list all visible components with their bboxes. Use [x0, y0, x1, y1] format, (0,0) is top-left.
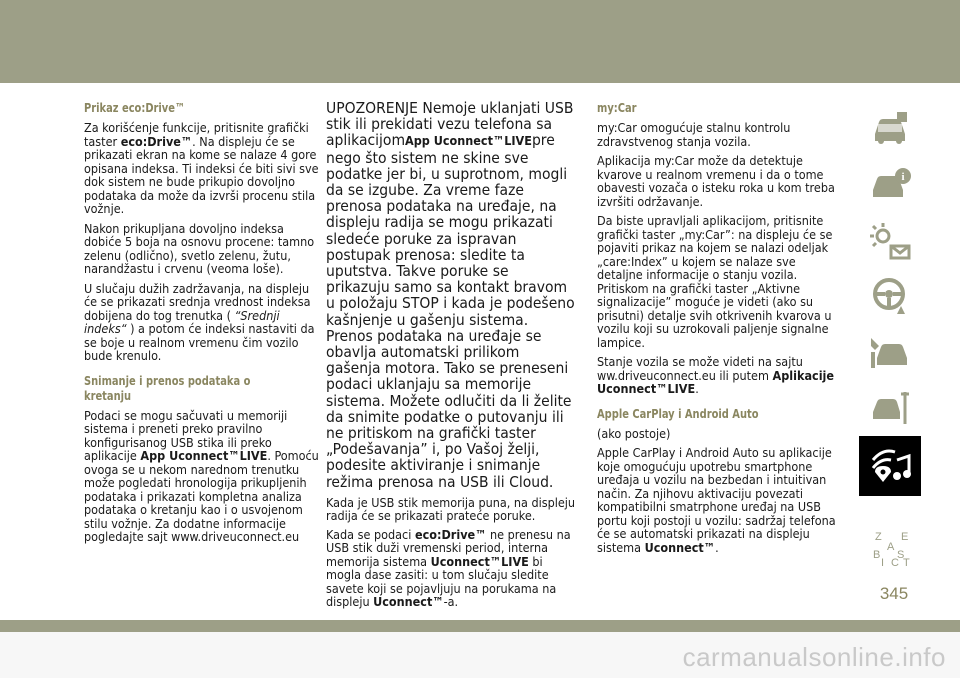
paragraph: Podaci se mogu sačuvati u memoriji sistema i preneti preko pravilno konfigurisanog USB stika ili preko aplikacije App Uconnect™LIVE. Pomoću ovoga se u nekom narednom trenutku može pogledati hronologija prikupljenih podataka i prikazati kompletna analiza podataka o kretanju kao i o usvojenom stilu vožnje. Za dodatne informacije pogledajte sajt www.driveuconnect.eu	[84, 407, 319, 544]
tab-maintenance[interactable]	[859, 380, 921, 436]
page-number: 345	[879, 584, 909, 603]
warning-light-icon	[867, 220, 913, 260]
paragraph: Da biste upravljali aplikacijom, pritisnite grafički taster „my:Car”: na displeju će se pojaviti prikaz na kojem se nalazi odeljak „care:Index” u kojem se nalaze sve detaljne informacije o stanju vozila. Pritiskom na grafički taster „Aktivne signalizacije” moguće je videti (ako su prisutni) detalje svih otkrivenih kvarova u vozilu koji su uzrokovali paljenje signalne lampice.	[597, 213, 833, 350]
car-wrench-icon	[867, 332, 913, 372]
paragraph: Stanje vozila se može videti na sajtu ww.driveuconnect.eu ili putem Aplikacije Uconnect™LIVE.	[597, 354, 835, 396]
column-3	[597, 100, 837, 560]
heading-data-transfer: Snimanje i prenos podataka o kretanju	[84, 372, 251, 403]
svg-text:i: i	[901, 171, 905, 183]
column-1	[84, 100, 324, 550]
tab-dashboard[interactable]	[859, 100, 921, 156]
column-2	[326, 100, 576, 614]
heading-my-car: my:Car	[597, 100, 637, 115]
svg-text:I: I	[881, 557, 885, 568]
tab-warnings[interactable]	[859, 212, 921, 268]
multimedia-icon	[867, 446, 913, 486]
tab-info[interactable]	[859, 156, 921, 212]
car-dashboard-icon	[867, 108, 913, 148]
heading-carplay: Apple CarPlay i Android Auto	[597, 405, 759, 421]
paragraph: (ako postoje)	[597, 425, 671, 441]
paragraph: my:Car omogućuje stalnu kontrolu zdravstvenog stanja vozila.	[597, 120, 791, 149]
paragraph: Apple CarPlay i Android Auto su aplikacije koje omogućuju upotrebu smartphone uređaja u vozilu na bezbedan i intuitivan način. Za njihovu aktivaciju povezati kompatibilni smatrphone uređaj na USB portu koji postoji u vozilu: sadržaj telefona će se automatski prikazati na displeju sistema Uconnect™.	[597, 445, 836, 555]
paragraph: Za korišćenje funkcije, pritisnite grafički taster eco:Drive™. Na displeju će se prikazati ekran na kome se nalaze 4 gore opisana indeksa. Ti indeksi će biti sivi sve dok sistem ne bude prikupio dovoljno podataka da može da izvrši procenu stila vožnje.	[84, 120, 319, 216]
index-letters-icon	[867, 528, 913, 568]
paragraph: Kada je USB stik memorija puna, na displeju radija će se prikazati prateće poruke.	[326, 494, 576, 524]
heading-eco-drive: Prikaz eco:Drive™	[84, 100, 185, 115]
car-tools-icon	[867, 388, 913, 428]
footer-watermark: carmanualsonline.info	[682, 642, 946, 672]
svg-text:S: S	[897, 549, 905, 561]
car-info-icon	[867, 164, 913, 204]
tab-multimedia[interactable]	[859, 436, 921, 496]
svg-text:Z: Z	[875, 531, 882, 543]
steering-wheel-icon	[867, 276, 913, 316]
footer	[0, 632, 960, 678]
paragraph: Kada se podaci eco:Drive™ ne prenesu na USB stik duži vremenski period, interna memorija sistema Uconnect™LIVE bi mogla dase zasiti: u tom slučaju sledite savete koji se pojavljuju na porukama na displeju Uconnect™-a.	[326, 526, 571, 610]
paragraph: Nakon prikupljana dovoljno indeksa dobiće 5 boja na osnovu procene: tamno zelenu (odlično), svetlo zelenu, žutu, narandžastu i crvenu (veoma loše).	[84, 220, 315, 276]
svg-text:E: E	[901, 531, 909, 543]
paragraph: Aplikacija my:Car može da detektuje kvarove u realnom vremenu i da o tome obavesti vozača o isteku roka u kom treba izvršiti održavanje.	[597, 153, 835, 209]
tab-steering[interactable]	[859, 268, 921, 324]
svg-text:A: A	[887, 541, 895, 553]
bottom-banner	[0, 620, 960, 632]
paragraph: U slučaju dužih zadržavanja, na displeju će se prikazati srednja vrednost indeksa dobijena do tog trenutka ( “Srednji indeks“ ) a potom će indeksi nastaviti da se boje u realnom vremenu čim vozilo bude krenulo.	[84, 280, 315, 363]
tab-index[interactable]	[859, 520, 921, 576]
svg-text:B: B	[873, 549, 881, 561]
tab-service[interactable]	[859, 324, 921, 380]
svg-text:T: T	[903, 557, 910, 568]
warning-paragraph: UPOZORENJE Nemoje uklanjati USB stik ili prekidati vezu telefona sa aplikacijomApp Uconnect™LIVEpre nego što sistem ne skine sve podatke jer bi, u suprotnom, mogli da se izgube. Za vreme faze prenosa podataka na uređaje, na displeju radija se mogu prikazati sledeće poruke za ispravan postupak prenosa: sledite ta uputstva. Takve poruke se prikazuju samo sa kontakt bravom u položaju STOP i kada je podešeno kašnjenje u gašenju sistema. Prenos podataka na uređaje se obavlja automatski prilikom gašenja motora. Tako se preneseni podaci uklanjaju sa memorije sistema. Možete odlučiti da li želite da snimite podatke o putovanju ili ne pritiskom na grafički taster „Podešavanja” i, po Vašoj želji, podesite aktiviranje i snimanje režima prenosa na USB ili Cloud.	[326, 99, 575, 491]
top-banner	[0, 0, 960, 83]
svg-text:C: C	[891, 557, 899, 568]
